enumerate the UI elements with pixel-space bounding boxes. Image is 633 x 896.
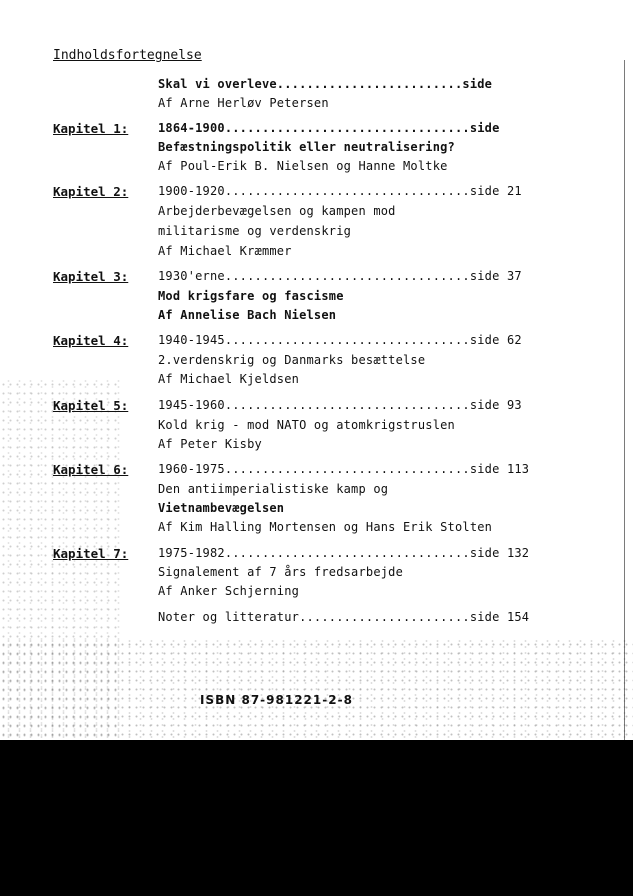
entry-author: Af Michael Kjeldsen — [158, 372, 300, 386]
scan-noise-bottom — [0, 640, 633, 740]
entry-title: 1864-1900.................................side — [158, 121, 500, 135]
entry-author: Af Poul-Erik B. Nielsen og Hanne Moltke — [158, 159, 448, 173]
entry-subtitle: Kold krig - mod NATO og atomkrigstruslen — [158, 418, 455, 432]
chapter-label: Kapitel 5: — [53, 398, 129, 413]
chapter-label: Kapitel 7: — [53, 546, 129, 561]
entry-subtitle: 2.verdenskrig og Danmarks besættelse — [158, 353, 426, 367]
page-edge — [624, 60, 625, 740]
entry-author: Af Annelise Bach Nielsen — [158, 308, 337, 322]
chapter-label: Kapitel 6: — [53, 462, 129, 477]
entry-title: 1940-1945.................................side 62 — [158, 333, 522, 347]
chapter-label: Kapitel 3: — [53, 269, 129, 284]
scan-black-margin — [0, 740, 633, 896]
entry-author: Af Peter Kisby — [158, 437, 262, 451]
chapter-label: Kapitel 1: — [53, 121, 129, 136]
entry-title: Skal vi overleve.........................side — [158, 77, 493, 91]
entry-subtitle: Signalement af 7 års fredsarbejde — [158, 565, 404, 579]
notes-entry: Noter og litteratur.......................side 154 — [158, 610, 530, 624]
entry-subtitle: Den antiimperialistiske kamp og — [158, 482, 389, 496]
entry-subtitle: Befæstningspolitik eller neutralisering? — [158, 140, 455, 154]
entry-title: 1960-1975.................................side 113 — [158, 462, 530, 476]
entry-title: 1945-1960.................................side 93 — [158, 398, 522, 412]
page-title: Indholdsfortegnelse — [53, 48, 202, 63]
entry-author: Af Arne Herløv Petersen — [158, 96, 329, 110]
entry-subtitle: militarisme og verdenskrig — [158, 224, 352, 238]
entry-subtitle: Vietnambevægelsen — [158, 501, 285, 515]
entry-subtitle: Arbejderbevægelsen og kampen mod — [158, 204, 396, 218]
entry-title: 1975-1982.................................side 132 — [158, 546, 530, 560]
entry-author: Af Anker Schjerning — [158, 584, 300, 598]
isbn-number: ISBN 87-981221-2-8 — [200, 693, 353, 707]
entry-author: Af Kim Halling Mortensen og Hans Erik Stolten — [158, 520, 493, 534]
entry-author: Af Michael Kræmmer — [158, 244, 292, 258]
entry-title: 1930'erne.................................side 37 — [158, 269, 522, 283]
chapter-label: Kapitel 4: — [53, 333, 129, 348]
entry-subtitle: Mod krigsfare og fascisme — [158, 289, 344, 303]
entry-title: 1900-1920.................................side 21 — [158, 184, 522, 198]
chapter-label: Kapitel 2: — [53, 184, 129, 199]
